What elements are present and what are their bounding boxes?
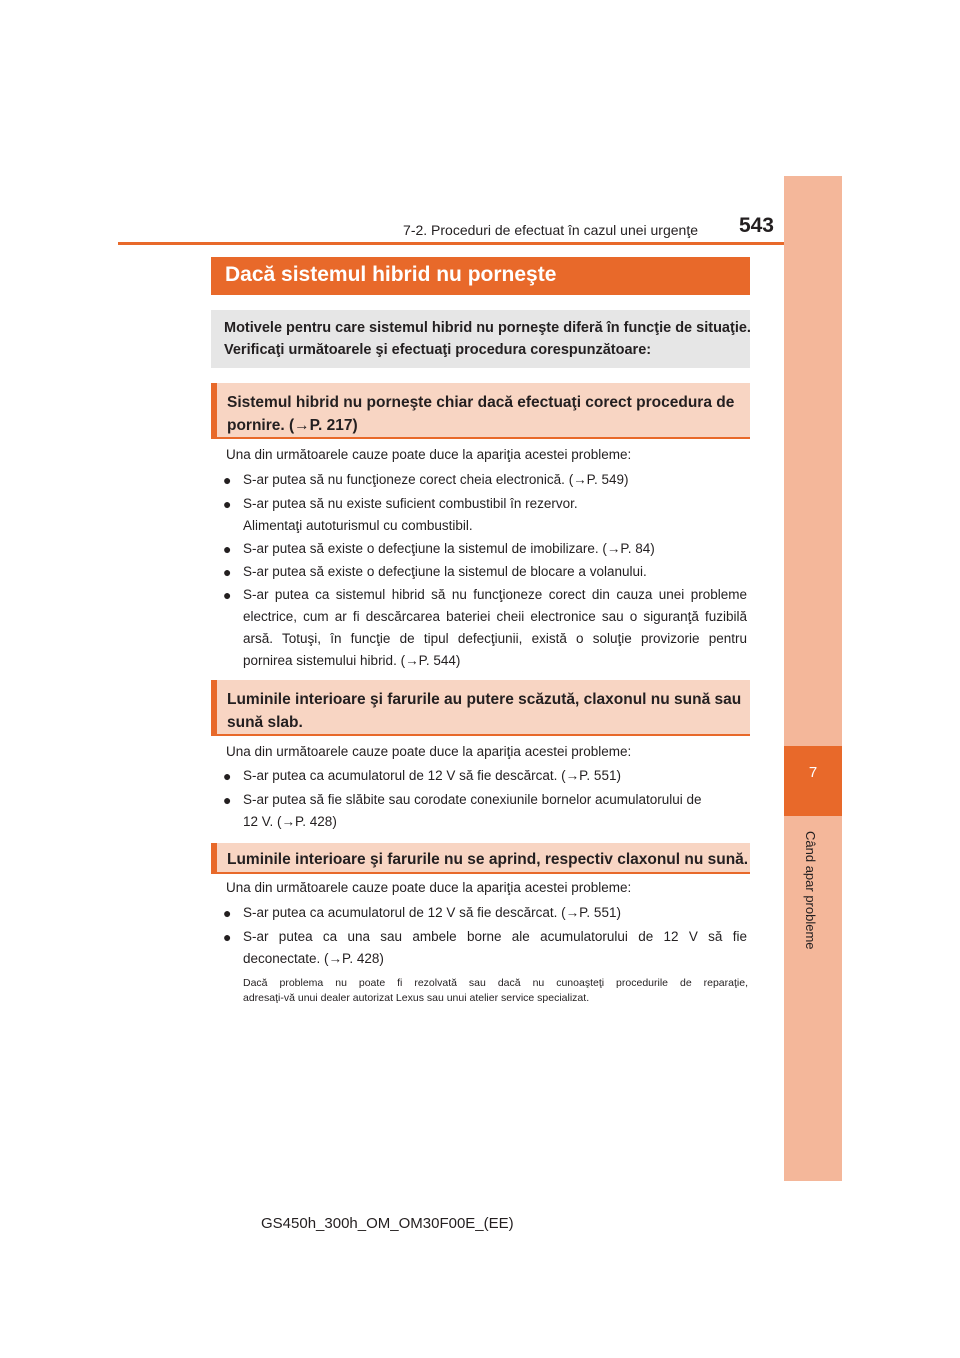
list-item-text: pornirea sistemului hibrid. (→P. 544) — [243, 653, 461, 668]
section-heading-weak-lights — [211, 680, 750, 736]
document-code: GS450h_300h_OM_OM30F00E_(EE) — [261, 1215, 514, 1232]
footnote — [243, 976, 748, 1006]
page-title: Dacă sistemul hibrid nu porneşte — [225, 263, 557, 286]
chapter-label: Când apar probleme — [803, 831, 818, 950]
section-heading-no-lights — [211, 843, 750, 874]
section-lead-text: Una din următoarele cauze poate duce la apariţia acestei probleme: — [226, 744, 632, 759]
page-title-banner — [211, 257, 750, 295]
bullet-icon: ● — [223, 929, 232, 945]
list-item-text: S-ar putea ca acumulatorul de 12 V să fie descărcat. (→P. 551) — [243, 905, 621, 920]
list-item — [223, 902, 747, 924]
list-item-text: S-ar putea să nu funcţioneze corect cheia electronică. (→P. 549) — [243, 472, 629, 487]
section-heading-line: Luminile interioare şi farurile au putere scăzută, claxonul nu sună sau — [227, 691, 742, 708]
bullet-icon: ● — [223, 541, 232, 557]
list-item-text: S-ar putea să existe o defecţiune la sistemul de imobilizare. (→P. 84) — [243, 541, 655, 556]
list-item — [223, 561, 747, 583]
list-item — [223, 926, 747, 970]
bullet-icon: ● — [223, 472, 232, 488]
footnote-line: adresaţi-vă unui dealer autorizat Lexus sau unui atelier service specializat. — [243, 992, 590, 1004]
header-divider — [118, 242, 784, 245]
list-item — [223, 493, 747, 537]
chapter-number: 7 — [808, 764, 818, 781]
section-heading-line: Luminile interioare şi farurile nu se aprind, respectiv claxonul nu sună. — [227, 851, 749, 868]
list-item-text: S-ar putea ca sistemul hibrid să nu funcţioneze corect din cauza unei probleme — [243, 587, 747, 602]
list-item — [223, 538, 747, 560]
list-item-text: S-ar putea să existe o defecţiune la sistemul de blocare a volanului. — [243, 564, 647, 579]
bullet-icon: ● — [223, 768, 232, 784]
intro-line: Verificaţi următoarele şi efectuaţi procedura corespunzătoare: — [224, 342, 652, 358]
chapter-number-box — [784, 746, 842, 816]
intro-line: Motivele pentru care sistemul hibrid nu porneşte diferă în funcţie de situaţie. — [224, 320, 751, 336]
list-item-text: electrice, cum ar fi descărcarea bateriei cheii electronice sau o siguranţă fuzibilă — [243, 609, 747, 624]
section-heading-line: pornire. (→P. 217) — [227, 417, 358, 434]
intro-box — [211, 310, 750, 368]
footnote-line: Dacă problema nu poate fi rezolvată sau dacă nu cunoaşteţi procedurile de reparaţie, — [243, 977, 748, 989]
section-heading-line: Sistemul hibrid nu porneşte chiar dacă efectuaţi corect procedura de — [227, 394, 735, 411]
section-heading-line: sună slab. — [227, 714, 303, 731]
list-item-text: S-ar putea să nu existe suficient combustibil în rezervor. — [243, 496, 578, 511]
bullet-icon: ● — [223, 587, 232, 603]
section-lead-text: Una din următoarele cauze poate duce la apariţia acestei probleme: — [226, 880, 632, 895]
list-item — [223, 469, 747, 491]
list-item-text: 12 V. (→P. 428) — [243, 814, 337, 829]
list-item-text: S-ar putea ca una sau ambele borne ale acumulatorului de 12 V să fie — [243, 929, 747, 944]
bullet-icon: ● — [223, 496, 232, 512]
bullet-icon: ● — [223, 792, 232, 808]
bullet-icon: ● — [223, 905, 232, 921]
section-heading-hybrid-not-starting — [211, 383, 750, 439]
list-item — [223, 584, 747, 672]
list-item — [223, 765, 747, 787]
list-item-text: S-ar putea să fie slăbite sau corodate conexiunile bornelor acumulatorului de — [243, 792, 702, 807]
list-item — [223, 789, 747, 833]
list-item-text: S-ar putea ca acumulatorul de 12 V să fie descărcat. (→P. 551) — [243, 768, 621, 783]
section-lead-text: Una din următoarele cauze poate duce la apariţia acestei probleme: — [226, 447, 632, 462]
list-item-text: Alimentaţi autoturismul cu combustibil. — [243, 518, 473, 533]
running-header-section: 7-2. Proceduri de efectuat în cazul unei urgenţe — [403, 222, 698, 238]
page-number: 543 — [738, 214, 774, 237]
chapter-side-tab — [784, 176, 842, 1181]
list-item-text: deconectate. (→P. 428) — [243, 951, 384, 966]
bullet-icon: ● — [223, 564, 232, 580]
list-item-text: arsă. Totuşi, în funcţie de tipul defecţiunii, există o soluţie provizorie pentru — [243, 631, 747, 646]
